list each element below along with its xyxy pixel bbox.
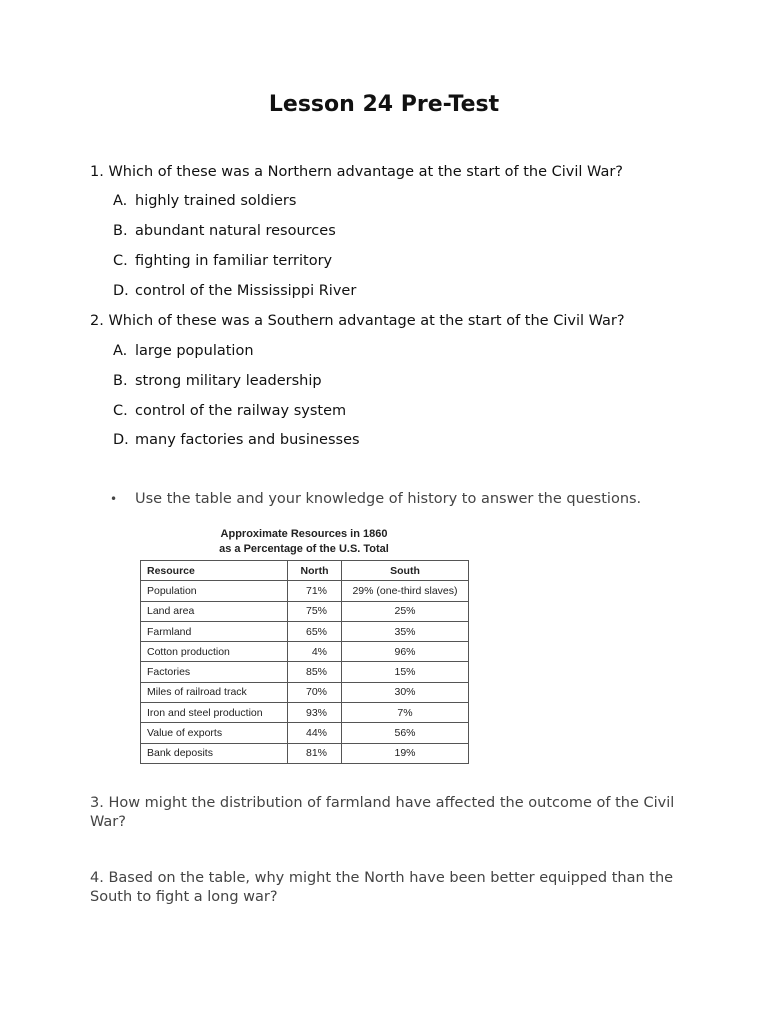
question-1: 1. Which of these was a Northern advantage at the start of the Civil War? (90, 164, 623, 180)
option-text: fighting in familiar territory (135, 253, 333, 269)
cell-resource: Value of exports (141, 723, 288, 743)
question-2-option-b (113, 371, 322, 391)
table-row (141, 581, 469, 601)
cell-south: 30% (342, 682, 469, 702)
cell-south: 96% (342, 642, 469, 662)
table-header-row (141, 561, 469, 581)
table-caption (140, 527, 468, 557)
cell-north: 81% (288, 743, 342, 763)
cell-resource: Miles of railroad track (141, 682, 288, 702)
cell-south: 35% (342, 621, 469, 641)
resources-table (140, 560, 469, 764)
question-1-option-b (113, 221, 336, 241)
option-letter: C. (113, 253, 128, 269)
option-text: many factories and businesses (135, 432, 360, 448)
table-row (141, 723, 469, 743)
table-row (141, 662, 469, 682)
cell-resource: Factories (141, 662, 288, 682)
question-1-option-a (113, 191, 296, 211)
option-letter: A. (113, 343, 128, 359)
cell-resource: Bank deposits (141, 743, 288, 763)
cell-resource: Iron and steel production (141, 703, 288, 723)
cell-north: 93% (288, 703, 342, 723)
question-1-option-d (113, 281, 356, 301)
cell-north: 70% (288, 682, 342, 702)
table-row (141, 601, 469, 621)
cell-resource: Land area (141, 601, 288, 621)
option-letter: B. (113, 373, 128, 389)
table-caption-line-1: Approximate Resources in 1860 (220, 528, 388, 540)
table-row (141, 621, 469, 641)
instruction-text: Use the table and your knowledge of history to answer the questions. (135, 491, 642, 507)
option-letter: D. (113, 432, 129, 448)
cell-resource: Farmland (141, 621, 288, 641)
table-row (141, 682, 469, 702)
table-row (141, 703, 469, 723)
option-letter: C. (113, 403, 128, 419)
bullet-icon: • (110, 492, 118, 506)
instruction (110, 489, 641, 509)
cell-north: 44% (288, 723, 342, 743)
option-text: strong military leadership (135, 373, 322, 389)
cell-south: 56% (342, 723, 469, 743)
question-2-option-d (113, 430, 360, 450)
cell-north: 4% (288, 642, 342, 662)
option-text: control of the Mississippi River (135, 283, 357, 299)
cell-resource: Population (141, 581, 288, 601)
cell-north: 71% (288, 581, 342, 601)
option-letter: A. (113, 193, 128, 209)
question-2: 2. Which of these was a Southern advantage at the start of the Civil War? (90, 313, 625, 329)
option-letter: B. (113, 223, 128, 239)
question-2-option-a (113, 341, 254, 361)
cell-south: 7% (342, 703, 469, 723)
table-row (141, 743, 469, 763)
cell-north: 85% (288, 662, 342, 682)
option-text: highly trained soldiers (135, 193, 297, 209)
option-letter: D. (113, 283, 129, 299)
option-text: control of the railway system (135, 403, 347, 419)
question-4: 4. Based on the table, why might the North have been better equipped than the South to fight a long war? (90, 870, 674, 905)
cell-resource: Cotton production (141, 642, 288, 662)
cell-north: 65% (288, 621, 342, 641)
table-row (141, 642, 469, 662)
header-north: North (288, 561, 342, 581)
page-title: Lesson 24 Pre-Test (268, 92, 500, 117)
cell-south: 25% (342, 601, 469, 621)
option-text: large population (135, 343, 254, 359)
cell-south: 15% (342, 662, 469, 682)
question-3: 3. How might the distribution of farmland have affected the outcome of the Civil War? (90, 795, 675, 830)
table-caption-line-2: as a Percentage of the U.S. Total (219, 543, 389, 555)
question-2-option-c (113, 401, 346, 421)
cell-south: 19% (342, 743, 469, 763)
option-text: abundant natural resources (135, 223, 336, 239)
header-south: South (342, 561, 469, 581)
question-1-option-c (113, 251, 332, 271)
header-resource: Resource (141, 561, 288, 581)
cell-south: 29% (one-third slaves) (342, 581, 469, 601)
cell-north: 75% (288, 601, 342, 621)
